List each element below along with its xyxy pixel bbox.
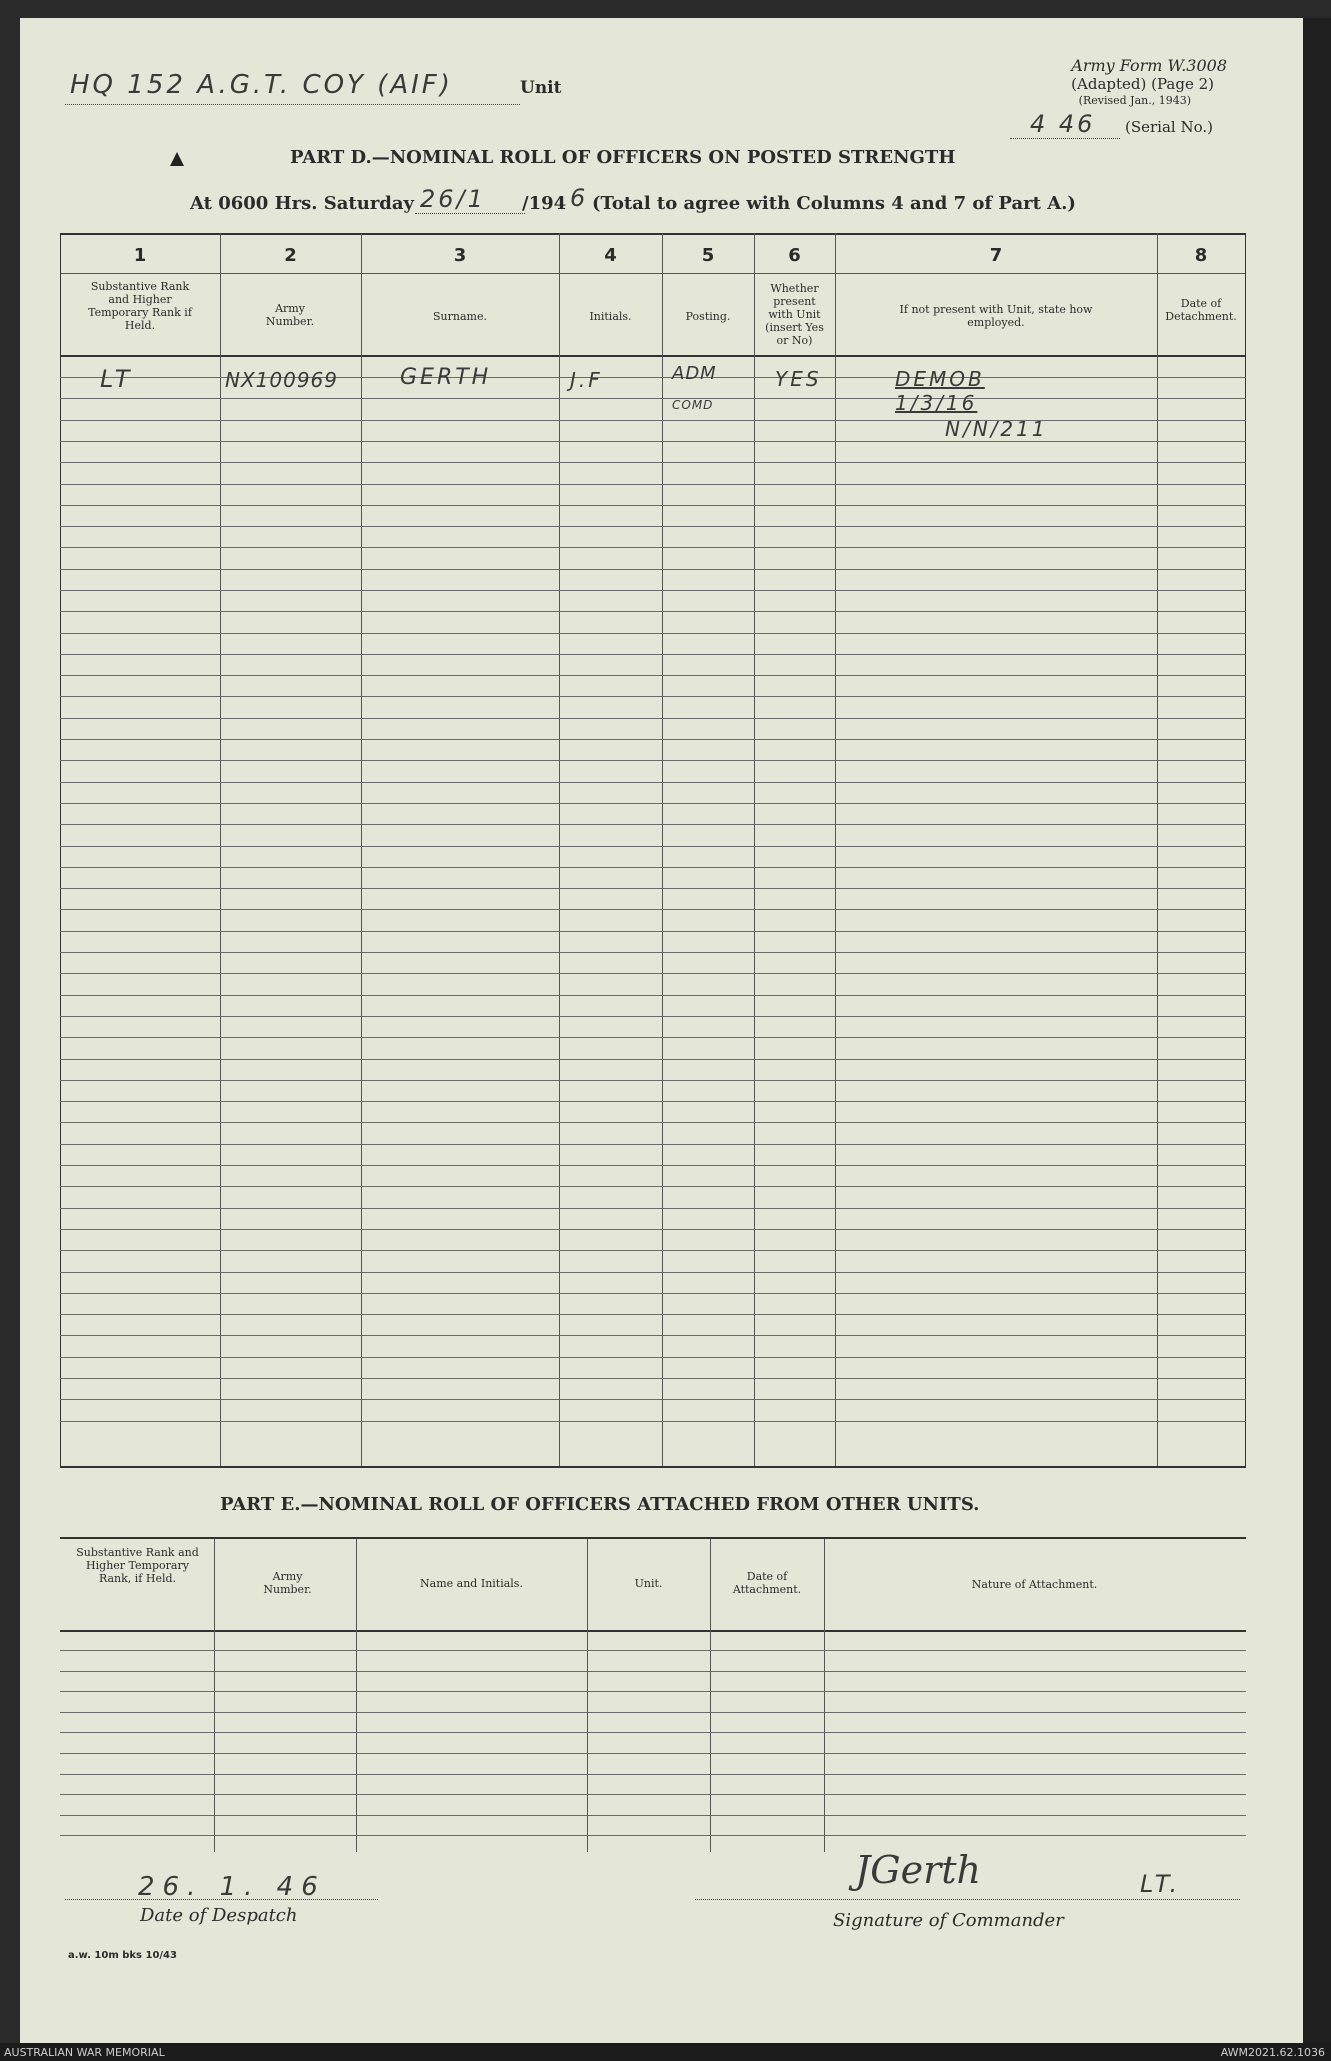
ruled-line [60,1671,1246,1672]
form-adapted: (Adapted) (Page 2) [1071,75,1214,93]
ruled-line [60,1186,1246,1187]
archive-caption-left: AUSTRALIAN WAR MEMORIAL [4,2046,165,2059]
ruled-line [60,1080,1246,1081]
signature-line [695,1899,1240,1900]
col-header-rank: Substantive Rank and Higher Temporary Rank if Held. [88,280,192,332]
unit-value: HQ 152 A.G.T. COY (AIF) [70,70,453,100]
ruled-line [60,1250,1246,1251]
entry-present: YES [775,367,822,391]
serial-label: (Serial No.) [1125,118,1213,136]
ruled-line [60,1122,1246,1123]
col-header-initials: Initials. [589,310,632,323]
e-header-date: Date of Attachment. [732,1570,802,1596]
signature-label: Signature of Commander [833,1910,1064,1931]
ruled-line [60,505,1246,506]
unit-line [65,104,520,105]
at-suffix: (Total to agree with Columns 4 and 7 of Part A.) [592,193,1076,214]
ruled-line [60,1208,1246,1209]
entry-initials: J.F [570,368,603,392]
form-title: Army Form W.3008 [1071,56,1227,75]
despatch-line [65,1899,378,1900]
date-line [415,213,525,214]
signature-rank: LT. [1140,1870,1181,1898]
col-num-5: 5 [701,245,715,266]
ruled-line [60,1794,1246,1795]
ruled-line [60,1774,1246,1775]
despatch-value: 26. 1. 46 [138,1872,326,1902]
ruled-line [60,654,1246,655]
ruled-line [60,909,1246,910]
ruled-line [60,484,1246,485]
ruled-line [60,718,1246,719]
ruled-line [60,803,1246,804]
scan-border [1303,18,1331,2043]
entry-army-number: NX100969 [225,368,339,392]
ruled-line [60,1101,1246,1102]
col-num-1: 1 [133,245,147,266]
ruled-line [60,611,1246,612]
signature-value: JGerth [855,1848,981,1892]
ruled-line [60,846,1246,847]
entry-posting-2: COMD [672,398,714,412]
ruled-line [60,675,1246,676]
ruled-line [60,1399,1246,1400]
part-e-title: PART E.—NOMINAL ROLL OF OFFICERS ATTACHED FROM OTHER UNITS. [220,1494,980,1515]
ruled-line [60,590,1246,591]
entry-employed-2: N/N/211 [945,417,1048,441]
ruled-line [60,1037,1246,1038]
col-num-8: 8 [1194,245,1208,266]
ruled-line [60,420,1246,421]
e-header-unit: Unit. [634,1577,663,1590]
e-header-nature: Nature of Attachment. [971,1578,1098,1591]
col-num-4: 4 [604,245,617,266]
ruled-line [60,1835,1246,1836]
ruled-line [60,1293,1246,1294]
col-header-surname: Surname. [433,310,487,323]
ruled-line [60,995,1246,996]
serial-value: 4 46 [1030,110,1096,138]
at-prefix: At 0600 Hrs. Saturday [190,193,415,214]
ruled-line [60,1378,1246,1379]
ruled-line [60,398,1246,399]
ruled-line [60,782,1246,783]
col-header-employed: If not present with Unit, state how employed. [899,303,1093,329]
e-header-name: Name and Initials. [420,1577,523,1590]
form-revised: (Revised Jan., 1943) [1078,94,1191,107]
ruled-line [60,696,1246,697]
entry-posting-1: ADM [672,363,717,384]
serial-line [1010,138,1120,139]
ruled-line [60,633,1246,634]
col-num-2: 2 [284,245,297,266]
entry-employed-1: DEMOB 1/3/16 [895,367,985,415]
ruled-line [60,1421,1246,1422]
ruled-line [60,973,1246,974]
col-num-7: 7 [989,245,1003,266]
ruled-line [60,1165,1246,1166]
ruled-line [60,952,1246,953]
ruled-line [60,547,1246,548]
ruled-line [60,1732,1246,1733]
ruled-line [60,931,1246,932]
ruled-line [60,1650,1246,1651]
ruled-line [60,1691,1246,1692]
despatch-label: Date of Despatch [140,1905,298,1926]
col-header-army-number: Army Number. [265,302,315,328]
date-value: 26/1 [420,185,486,213]
ruled-line [60,569,1246,570]
archive-strip [0,2043,1331,2061]
ruled-line [60,824,1246,825]
ruled-line [60,1712,1246,1713]
year-prefix: /194 [522,193,567,214]
ruled-line [60,1815,1246,1816]
entry-surname: GERTH [400,365,492,390]
col-header-detachment: Date of Detachment. [1165,297,1237,323]
ruled-line [60,1229,1246,1230]
printer-code: a.w. 10m bks 10/43 [68,1950,177,1961]
ruled-line [60,1272,1246,1273]
archive-caption-right: AWM2021.62.1036 [1220,2046,1325,2059]
ruled-line [60,867,1246,868]
e-header-army-number: Army Number. [263,1570,312,1596]
ruled-line [60,526,1246,527]
ruled-line [60,441,1246,442]
entry-rank: LT [100,365,133,393]
part-d-title: PART D.—NOMINAL ROLL OF OFFICERS ON POSTED STRENGTH [290,147,956,168]
ruled-line [60,760,1246,761]
ruled-line [60,1144,1246,1145]
ruled-line [60,739,1246,740]
year-digit: 6 [570,184,589,212]
ruled-line [60,1753,1246,1754]
ruled-line [60,888,1246,889]
punch-hole [170,152,184,166]
ruled-line [60,462,1246,463]
ruled-line [60,1357,1246,1358]
col-num-6: 6 [788,245,801,266]
col-header-posting: Posting. [685,310,731,323]
ruled-line [60,1059,1246,1060]
ruled-line [60,1314,1246,1315]
ruled-line [60,1335,1246,1336]
col-num-3: 3 [453,245,467,266]
unit-label: Unit [520,78,562,98]
col-header-present: Whether present with Unit (insert Yes or No) [765,282,824,347]
ruled-line [60,1016,1246,1017]
e-header-rank: Substantive Rank and Higher Temporary Rank, if Held. [76,1546,199,1585]
